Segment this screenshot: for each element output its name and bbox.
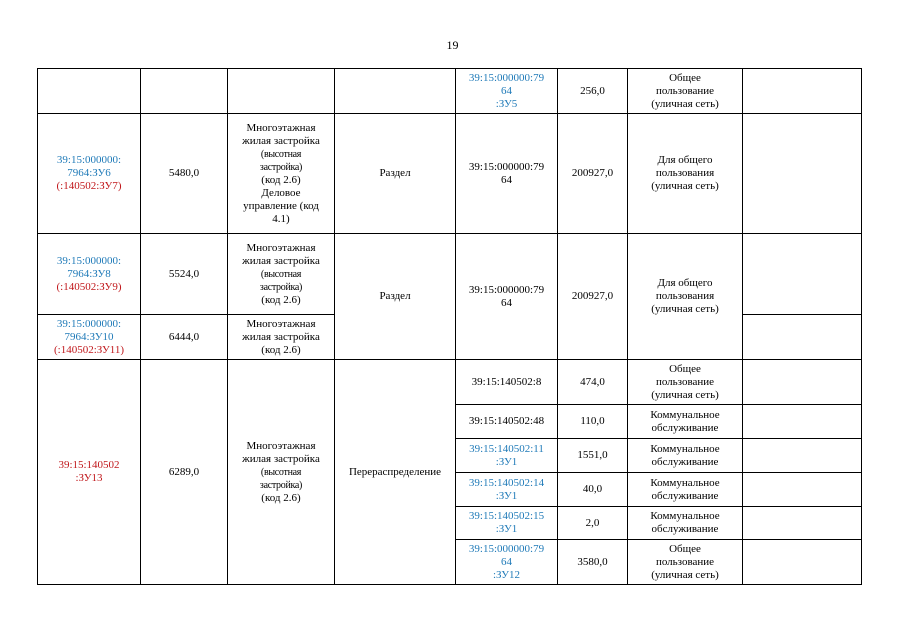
- table-row: [38, 114, 862, 234]
- purpose-cell: Общее пользование (уличная сеть): [628, 540, 743, 585]
- purpose-cell: Для общего пользования (уличная сеть): [628, 234, 743, 360]
- parcel-cell: 39:15:000000: 7964:ЗУ10 (:140502:ЗУ11): [38, 315, 141, 360]
- method-cell: Раздел: [335, 114, 456, 234]
- source-area-cell: 256,0: [558, 69, 628, 114]
- source-parcel-cell: 39:15:140502:8: [456, 360, 558, 405]
- table-row: [38, 234, 862, 315]
- note-cell: [743, 439, 862, 473]
- note-cell: [743, 405, 862, 439]
- note-cell: [743, 473, 862, 507]
- note-cell: [743, 315, 862, 360]
- source-area-cell: 3580,0: [558, 540, 628, 585]
- source-parcel-cell: 39:15:140502:48: [456, 405, 558, 439]
- note-cell: [743, 69, 862, 114]
- land-parcels-table: [37, 68, 862, 585]
- parcel-cell: 39:15:140502 :ЗУ13: [38, 360, 141, 585]
- source-parcel-cell: 39:15:000000:79 64 :ЗУ5: [456, 69, 558, 114]
- source-parcel-cell: 39:15:000000:79 64 :ЗУ12: [456, 540, 558, 585]
- note-cell: [743, 360, 862, 405]
- parcel-cell: [38, 69, 141, 114]
- table-row: [38, 360, 862, 405]
- purpose-cell: Общее пользование (уличная сеть): [628, 360, 743, 405]
- source-parcel-cell: 39:15:140502:14 :ЗУ1: [456, 473, 558, 507]
- source-parcel-cell: 39:15:000000:79 64: [456, 114, 558, 234]
- method-cell: Перераспределение: [335, 360, 456, 585]
- method-cell: Раздел: [335, 234, 456, 360]
- use-cell: [228, 69, 335, 114]
- purpose-cell: Коммунальное обслуживание: [628, 439, 743, 473]
- use-cell: Многоэтажная жилая застройка (код 2.6): [228, 315, 335, 360]
- purpose-cell: Коммунальное обслуживание: [628, 405, 743, 439]
- parcel-cell: 39:15:000000: 7964:ЗУ8 (:140502:ЗУ9): [38, 234, 141, 315]
- method-cell: [335, 69, 456, 114]
- table-row: [38, 69, 862, 114]
- purpose-cell: Коммунальное обслуживание: [628, 473, 743, 507]
- purpose-cell: Коммунальное обслуживание: [628, 507, 743, 540]
- source-area-cell: 200927,0: [558, 114, 628, 234]
- purpose-cell: Общее пользование (уличная сеть): [628, 69, 743, 114]
- source-area-cell: 2,0: [558, 507, 628, 540]
- source-parcel-cell: 39:15:140502:15 :ЗУ1: [456, 507, 558, 540]
- area-cell: 6444,0: [141, 315, 228, 360]
- note-cell: [743, 540, 862, 585]
- use-cell: Многоэтажная жилая застройка (высотная застройка) (код 2.6) Деловое управление (код 4.1): [228, 114, 335, 234]
- source-parcel-cell: 39:15:140502:11 :ЗУ1: [456, 439, 558, 473]
- page-number: 19: [446, 38, 459, 52]
- area-cell: 5524,0: [141, 234, 228, 315]
- source-area-cell: 200927,0: [558, 234, 628, 360]
- note-cell: [743, 234, 862, 315]
- area-cell: [141, 69, 228, 114]
- source-parcel-cell: 39:15:000000:79 64: [456, 234, 558, 360]
- area-cell: 6289,0: [141, 360, 228, 585]
- source-area-cell: 110,0: [558, 405, 628, 439]
- note-cell: [743, 507, 862, 540]
- use-cell: Многоэтажная жилая застройка (высотная застройка) (код 2.6): [228, 234, 335, 315]
- source-area-cell: 1551,0: [558, 439, 628, 473]
- note-cell: [743, 114, 862, 234]
- parcel-cell: 39:15:000000: 7964:ЗУ6 (:140502:ЗУ7): [38, 114, 141, 234]
- area-cell: 5480,0: [141, 114, 228, 234]
- purpose-cell: Для общего пользования (уличная сеть): [628, 114, 743, 234]
- source-area-cell: 40,0: [558, 473, 628, 507]
- use-cell: Многоэтажная жилая застройка (высотная застройка) (код 2.6): [228, 360, 335, 585]
- source-area-cell: 474,0: [558, 360, 628, 405]
